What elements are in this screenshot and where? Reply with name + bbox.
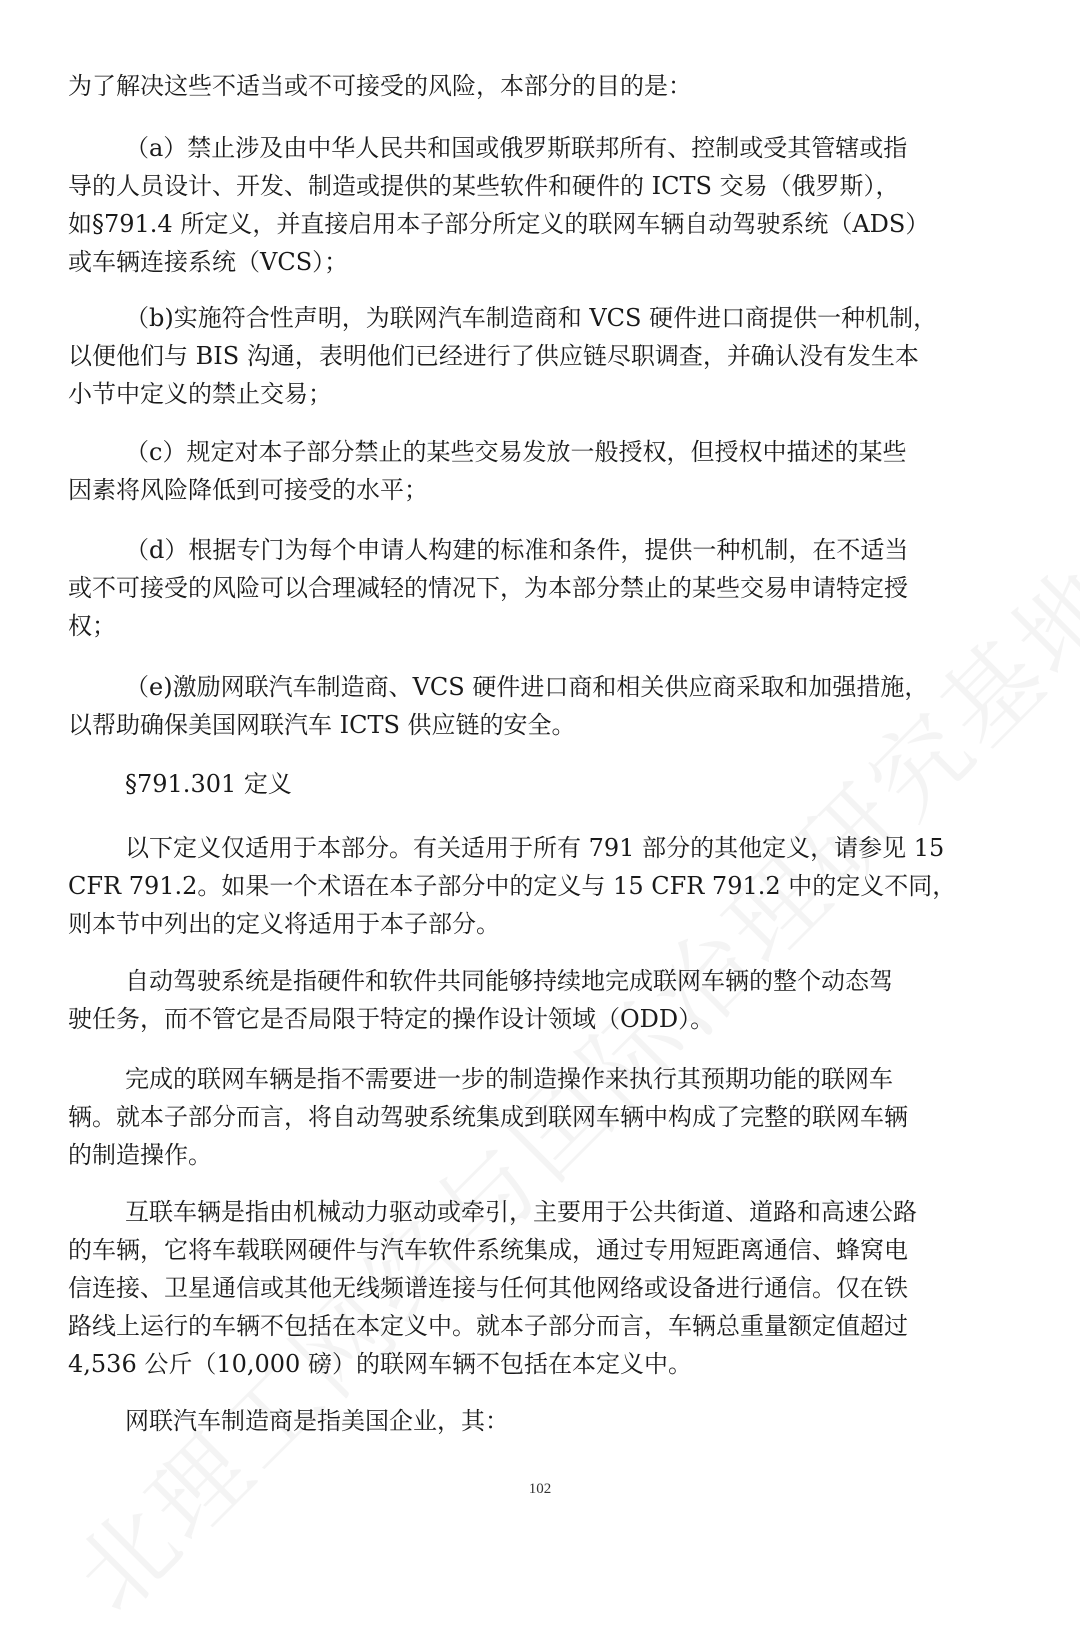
text-line: 或不可接受的风险可以合理减轻的情况下，为本部分禁止的某些交易申请特定授 — [68, 574, 908, 602]
text-line: 以便他们与 BIS 沟通，表明他们已经进行了供应链尽职调查，并确认没有发生本 — [68, 342, 919, 370]
item-d-paragraph — [68, 531, 1018, 645]
text-line: 信连接、卫星通信或其他无线频谱连接与任何其他网络或设备进行通信。仅在铁 — [68, 1274, 908, 1302]
text-line: 网联汽车制造商是指美国企业，其： — [125, 1407, 509, 1435]
item-e-paragraph — [68, 668, 1018, 744]
text-line: 的制造操作。 — [68, 1141, 212, 1169]
text-line: 则本节中列出的定义将适用于本子部分。 — [68, 910, 500, 938]
item-c-paragraph — [68, 433, 1018, 509]
text-line: 4,536 公斤（10,000 磅）的联网车辆不包括在本定义中。 — [68, 1350, 692, 1378]
item-b-paragraph — [68, 299, 1018, 413]
text-line: （a）禁止涉及由中华人民共和国或俄罗斯联邦所有、控制或受其管辖或指 — [125, 134, 908, 162]
text-line: 导的人员设计、开发、制造或提供的某些软件和硬件的 ICTS 交易（俄罗斯）， — [68, 172, 900, 200]
section-heading: §791.301 定义 — [125, 770, 292, 798]
text-line: 驶任务，而不管它是否局限于特定的操作设计领域（ODD）。 — [68, 1005, 715, 1033]
text-line: 为了解决这些不适当或不可接受的风险，本部分的目的是： — [68, 72, 692, 100]
text-line: 互联车辆是指由机械动力驱动或牵引，主要用于公共街道、道路和高速公路 — [125, 1198, 917, 1226]
text-line: CFR 791.2。如果一个术语在本子部分中的定义与 15 CFR 791.2 中的定义不同， — [68, 872, 957, 900]
text-line: 以帮助确保美国网联汽车 ICTS 供应链的安全。 — [68, 711, 576, 739]
text-line: （d）根据专门为每个申请人构建的标准和条件，提供一种机制，在不适当 — [125, 536, 909, 564]
text-line: 或车辆连接系统（VCS）； — [68, 248, 349, 276]
text-line: 自动驾驶系统是指硬件和软件共同能够持续地完成联网车辆的整个动态驾 — [125, 967, 893, 995]
definition-ads-paragraph — [68, 962, 1018, 1038]
definition-manufacturer-paragraph — [68, 1402, 1018, 1440]
text-line: 完成的联网车辆是指不需要进一步的制造操作来执行其预期功能的联网车 — [125, 1065, 893, 1093]
text-line: 权； — [68, 612, 116, 640]
text-line: 因素将风险降低到可接受的水平； — [68, 476, 428, 504]
text-line: 以下定义仅适用于本部分。有关适用于所有 791 部分的其他定义，请参见 15 — [125, 834, 945, 862]
text-line: 如§791.4 所定义，并直接启用本子部分所定义的联网车辆自动驾驶系统（ADS） — [68, 210, 930, 238]
definition-connected-vehicle-paragraph — [68, 1193, 1018, 1383]
text-line: 路线上运行的车辆不包括在本定义中。就本子部分而言，车辆总重量额定值超过 — [68, 1312, 908, 1340]
definitions-intro-paragraph — [68, 829, 1018, 943]
item-a-paragraph — [68, 129, 1018, 281]
text-line: （c）规定对本子部分禁止的某些交易发放一般授权，但授权中描述的某些 — [125, 438, 907, 466]
page-number: 102 — [528, 1481, 552, 1497]
text-line: （b)实施符合性声明，为联网汽车制造商和 VCS 硬件进口商提供一种机制， — [125, 304, 938, 332]
text-line: 的车辆，它将车载联网硬件与汽车软件系统集成，通过专用短距离通信、蜂窝电 — [68, 1236, 908, 1264]
intro-paragraph — [68, 67, 1018, 105]
definition-completed-vehicle-paragraph — [68, 1060, 1018, 1174]
text-line: 小节中定义的禁止交易； — [68, 380, 332, 408]
text-line: （e)激励网联汽车制造商、VCS 硬件进口商和相关供应商采取和加强措施， — [125, 673, 929, 701]
text-line: 辆。就本子部分而言，将自动驾驶系统集成到联网车辆中构成了完整的联网车辆 — [68, 1103, 908, 1131]
